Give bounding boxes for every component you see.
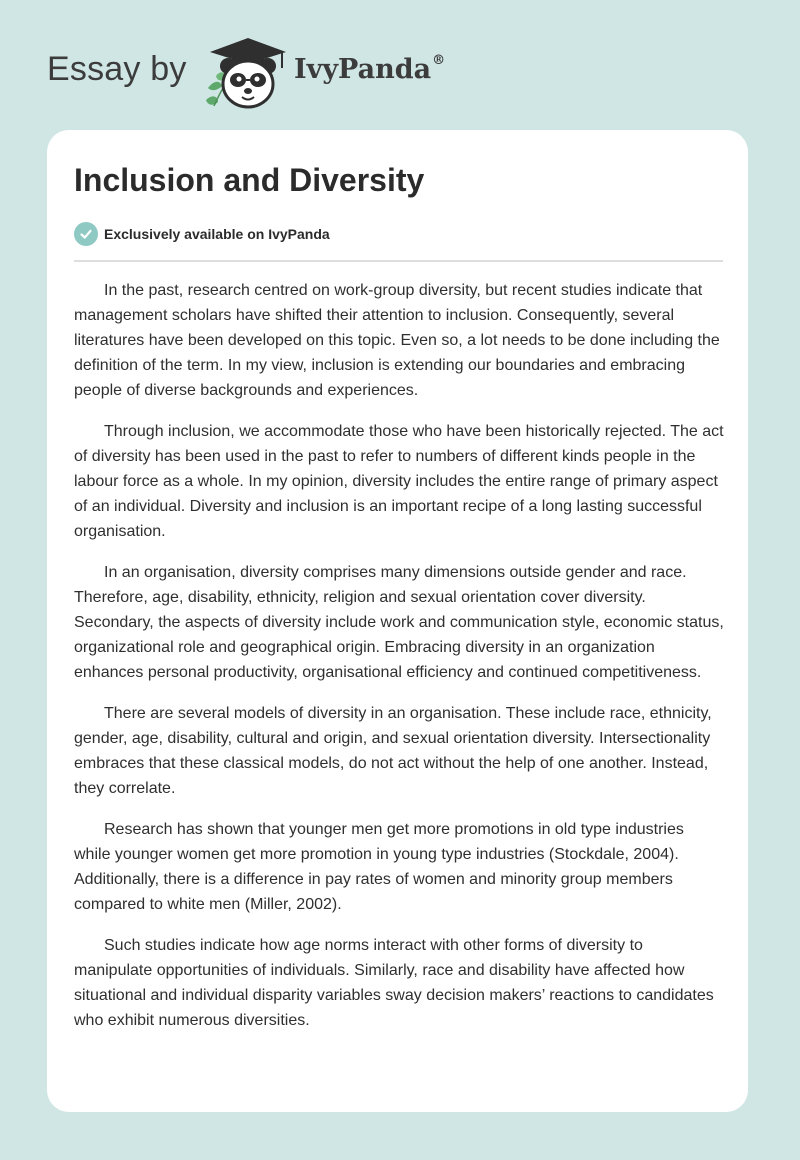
paragraph: Research has shown that younger men get more promotions in old type industries while younger women get more promotion in young type industries (Stockdale, 2004). Additionally, there is a difference in pay rates of women and minority group members compared to white men (Miller, 2002). xyxy=(74,821,684,913)
paragraph: In an organisation, diversity comprises many dimensions outside gender and race. Therefore, age, disability, ethnicity, religion and sexual orientation cover diversity. Secondary, the aspects of diversity include work and communication style, economic status, organizational role and geographical origin. Embracing diversity in an organization enhances personal productivity, organisational efficiency and continued competitiveness. xyxy=(74,564,724,681)
site-header xyxy=(47,36,547,116)
essay-card xyxy=(47,130,748,1112)
trademark-symbol: ® xyxy=(432,53,446,68)
check-icon xyxy=(74,222,98,246)
essay-by-label: Essay by xyxy=(47,50,187,88)
paragraph: Such studies indicate how age norms interact with other forms of diversity to manipulate opportunities of individuals. Similarly, race and disability have affected how situational and individual disparity variables sway decision makers’ reactions to candidates who exhibit numerous diversities. xyxy=(74,937,714,1029)
exclusive-badge-label: Exclusively available on IvyPanda xyxy=(104,226,330,242)
brand-name[interactable]: IvyPanda® xyxy=(294,53,446,85)
exclusive-badge xyxy=(74,221,330,247)
page-title: Inclusion and Diversity xyxy=(74,162,425,198)
paragraph: There are several models of diversity in an organisation. These include race, ethnicity, gender, age, disability, cultural and origin, and sexual orientation diversity. Intersectionality embraces that these classical models, do not act without the help of one another. Instead, they correlate. xyxy=(74,705,712,797)
panda-logo-icon[interactable] xyxy=(202,36,294,110)
essay-body xyxy=(74,278,724,1049)
paragraph: In the past, research centred on work-group diversity, but recent studies indicate that management scholars have shifted their attention to inclusion. Consequently, several literatures have been developed on this topic. Even so, a lot needs to be done including the definition of the term. In my view, inclusion is extending our boundaries and embracing people of diverse backgrounds and experiences. xyxy=(74,282,720,399)
paragraph: Through inclusion, we accommodate those who have been historically rejected. The act of diversity has been used in the past to refer to numbers of different kinds people in the labour force as a whole. In my opinion, diversity includes the entire range of primary aspect of an individual. Diversity and inclusion is an important recipe of a long lasting successful organisation. xyxy=(74,423,724,540)
divider xyxy=(74,260,723,262)
